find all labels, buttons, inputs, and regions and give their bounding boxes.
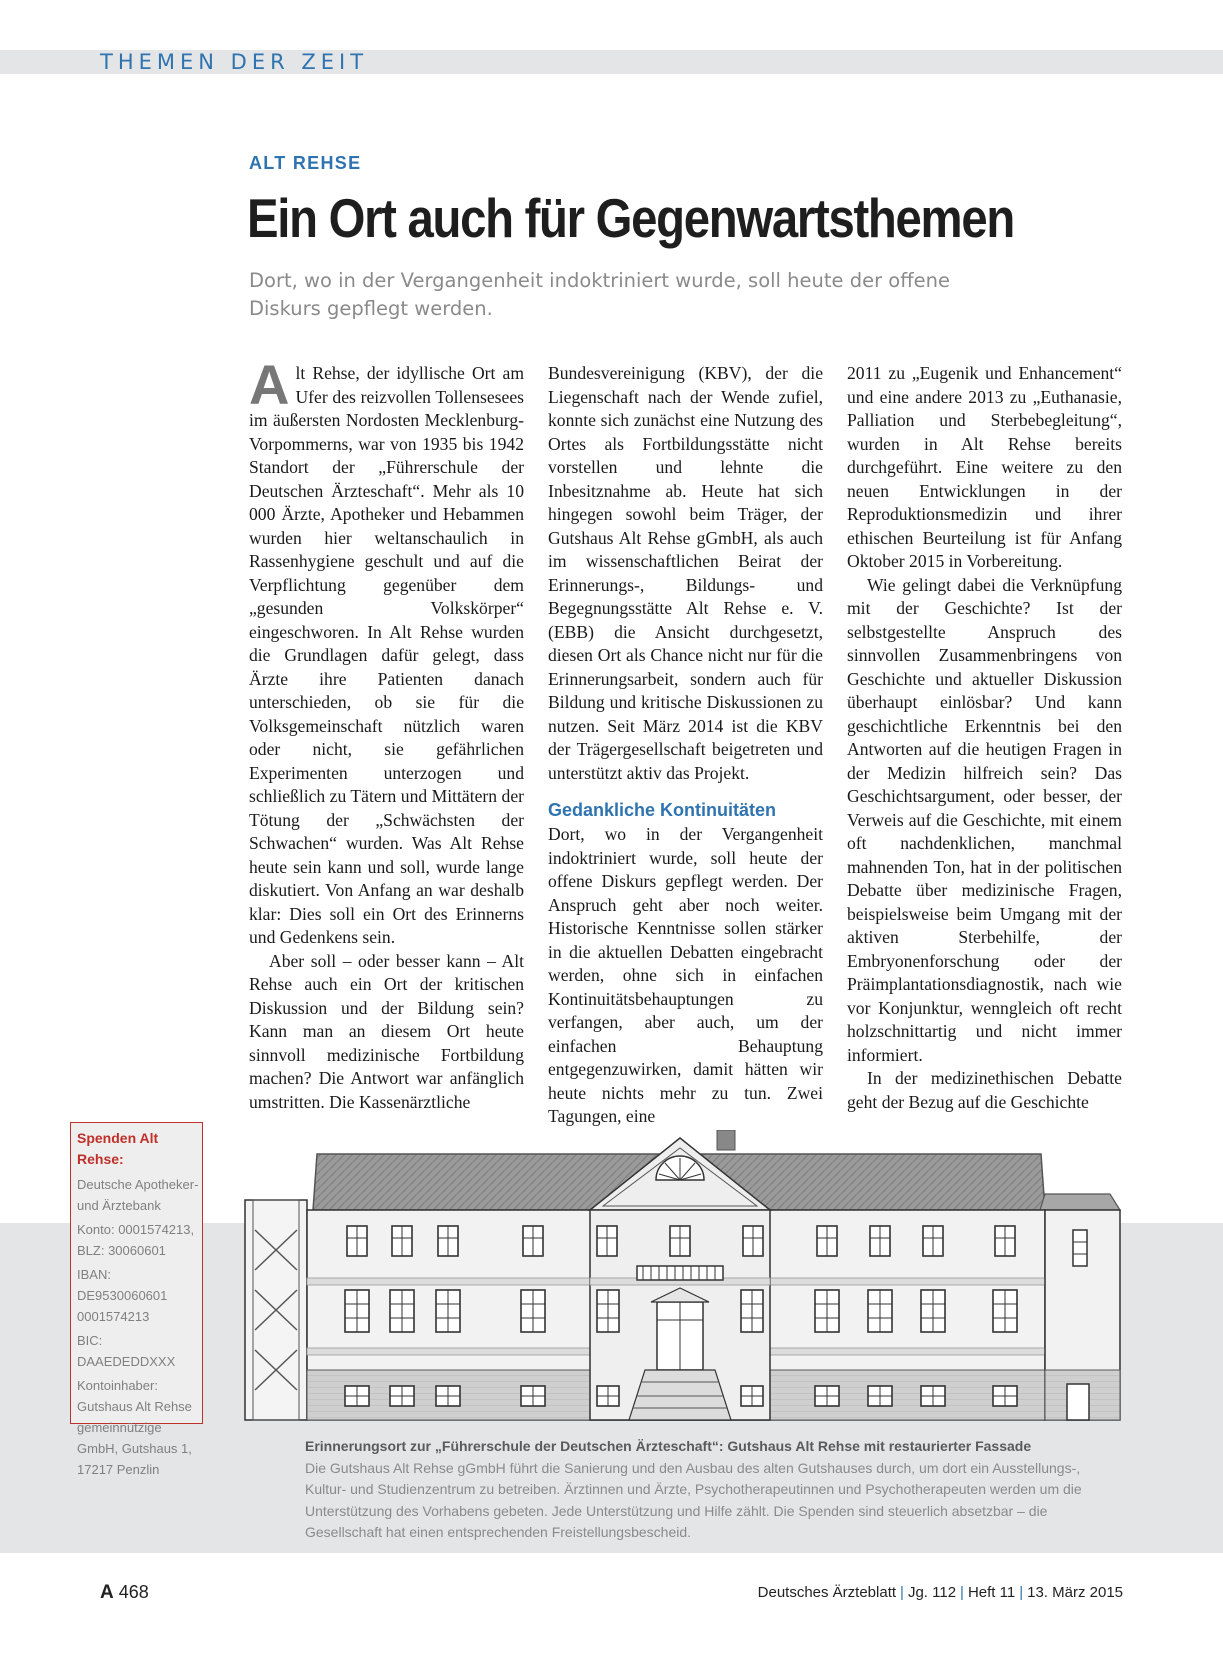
separator: | xyxy=(1019,1584,1024,1601)
journal-info xyxy=(758,1584,1123,1601)
donation-bic: BIC: DAAEDEDDXXX xyxy=(77,1333,176,1369)
page-number xyxy=(100,1582,149,1604)
donation-holder: Kontoinhaber: Gutshaus Alt Rehse gemeinnützige GmbH, Gutshaus 1, 17217 Penzlin xyxy=(77,1378,192,1477)
drop-cap: A xyxy=(249,353,290,416)
article-subheading: Gedankliche Kontinuitäten xyxy=(548,800,777,820)
paragraph: In der medizinethischen Debatte geht der Bezug auf die Geschichte xyxy=(847,1068,1122,1112)
donation-bank: Deutsche Apotheker- und Ärztebank xyxy=(77,1177,199,1213)
donation-iban: IBAN: DE9530060601 0001574213 xyxy=(77,1267,168,1324)
journal-date: 13. März 2015 xyxy=(1027,1584,1123,1601)
article-kicker: ALT REHSE xyxy=(249,153,362,173)
caption-title: Erinnerungsort zur „Führerschule der Deutschen Ärzteschaft“: Gutshaus Alt Rehse mit restaurierter Fassade xyxy=(305,1438,1032,1454)
text-column-2 xyxy=(548,362,823,1129)
image-caption xyxy=(305,1436,1105,1544)
caption-text: Die Gutshaus Alt Rehse gGmbH führt die Sanierung und den Ausbau des alten Gutshauses durch, um dort ein Ausstellungs-, Kultur- und Studienzentrum zu betreiben. Ärztinnen und Ärzte, Psychotherapeutinnen und Psychotherapeuten werden um die Unterstützung des Vorhabens gebeten. Jede Unterstützung und Hilfe zählt. Die Spenden sind steuerlich absetzbar – die Gesellschaft hat einen entsprechenden Freistellungsbescheid. xyxy=(305,1459,1082,1540)
journal-issue: Heft 11 xyxy=(967,1584,1016,1601)
paragraph: Wie gelingt dabei die Verknüpfung mit der Geschichte? Ist der selbstgestellte Anspruch des sinnvollen Zusammenbringens von Geschichte und aktueller Diskussion überhaupt einlösbar? Und kann geschichtliche Erkenntnis bei den Antworten auf die heutigen Fragen in der Medizin hilfreich sein? Das Geschichtsargument, oder besser, der Verweis auf die Geschichte, mit einem oft nachdenklichen, manchmal mahnenden Ton, hat in der politischen Debatte über medizinische Fragen, beispielsweise beim Umgang mit der aktiven Sterbehilfe, der Embryonenforschung oder der Präimplantationsdiagnostik, nach wie vor Konjunktur, wenngleich oft recht holzschnittartig und nicht immer informiert. xyxy=(847,574,1122,1065)
paragraph-intro-text: lt Rehse, der idyllische Ort am Ufer des reizvollen Tollensesees im äußersten Nordosten Mecklenburg-Vorpommerns, war von 1935 bis 1942 Standort der „Führerschule der Deutschen Ärzteschaft“. Mehr als 10 000 Ärzte, Apotheker und Hebammen wurden hier weltanschaulich in Rassenhygiene geschult und auf die Verpflichtung gegenüber dem „gesunden Volkskörper“ eingeschworen. In Alt Rehse wurden die Grundlagen dafür gelegt, dass Ärzte ihre Patienten danach unterschieden, ob sie für die Volksgemeinschaft nützlich waren oder nicht, sie gefährlichen Experimenten unterzogen und schließlich zu Tätern und Mittätern der Tötung der „Schwächsten der Schwachen“ wurden. Was Alt Rehse heute sein kann und soll, wurde lange diskutiert. Von Anfang an war deshalb klar: Dies soll ein Ort des Erinnerns und Gedenkens sein. xyxy=(249,363,524,947)
separator: | xyxy=(960,1584,964,1601)
paragraph: Aber soll – oder besser kann – Alt Rehse auch ein Ort der kritischen Diskussion und der Bildung sein? Kann man an diesem Ort heute sinnvoll medizinische Fortbildung machen? Die Antwort war anfänglich umstritten. Die Kassenärztliche xyxy=(249,950,524,1112)
paragraph: Dort, wo in der Vergangenheit indoktriniert wurde, soll heute der offene Diskurs gepflegt werden. Der Anspruch geht aber noch weiter. Historische Kenntnisse sollen stärker in die aktuellen Debatten eingebracht werden, ohne sich in einfachen Kontinuitätsbehauptungen zu verfangen, aber auch, um der einfachen Behauptung entgegenzuwirken, damit hätten wir heute nichts mehr zu tun. Zwei Tagungen, eine xyxy=(548,824,823,1126)
section-title: THEMEN DER ZEIT xyxy=(100,50,369,74)
donation-title: Spenden Alt Rehse: xyxy=(77,1130,159,1167)
separator: | xyxy=(900,1584,904,1601)
gutshaus-illustration xyxy=(225,1130,1155,1425)
text-column-3 xyxy=(847,362,1122,1114)
donation-account: Konto: 0001574213, BLZ: 30060601 xyxy=(77,1222,195,1258)
donation-box xyxy=(70,1122,203,1477)
text-column-1 xyxy=(249,353,524,1114)
paragraph-intro xyxy=(249,353,524,950)
paragraph: 2011 zu „Eugenik und Enhancement“ und eine andere 2013 zu „Euthanasie, Palliation und Sterbebegleitung“, wurden in Alt Rehse bereits durchgeführt. Eine weitere zu den neuen Entwicklungen in der Reproduktionsmedizin und ihrer ethischen Beurteilung ist für Anfang Oktober 2015 in Vorbereitung. xyxy=(847,363,1122,571)
page-number-value: 468 xyxy=(118,1582,149,1602)
page-prefix: A xyxy=(100,1582,114,1603)
article-subhead: Dort, wo in der Vergangenheit indoktriniert wurde, soll heute der offene Diskurs gepflegt werden. xyxy=(249,269,951,320)
article-headline: Ein Ort auch für Gegenwartsthemen xyxy=(247,187,1014,249)
journal-volume: Jg. 112 xyxy=(907,1584,957,1601)
journal-name: Deutsches Ärzteblatt xyxy=(757,1584,897,1601)
paragraph: Bundesvereinigung (KBV), der die Liegenschaft nach der Wende zufiel, konnte sich zunächst eine Nutzung des Ortes als Fortbildungsstätte nicht vorstellen und lehnte die Inbesitznahme ab. Heute hat sich hingegen sowohl beim Träger, der Gutshaus Alt Rehse gGmbH, als auch im wissenschaftlichen Beirat der Erinnerungs-, Bildungs- und Begegnungsstätte Alt Rehse e. V. (EBB) die Ansicht durchgesetzt, diesen Ort als Chance nicht nur für die Erinnerungsarbeit, sondern auch für Bildung und kritische Diskussionen zu nutzen. Seit März 2014 ist die KBV der Trägergesellschaft beigetreten und unterstützt aktiv das Projekt. xyxy=(548,363,823,783)
